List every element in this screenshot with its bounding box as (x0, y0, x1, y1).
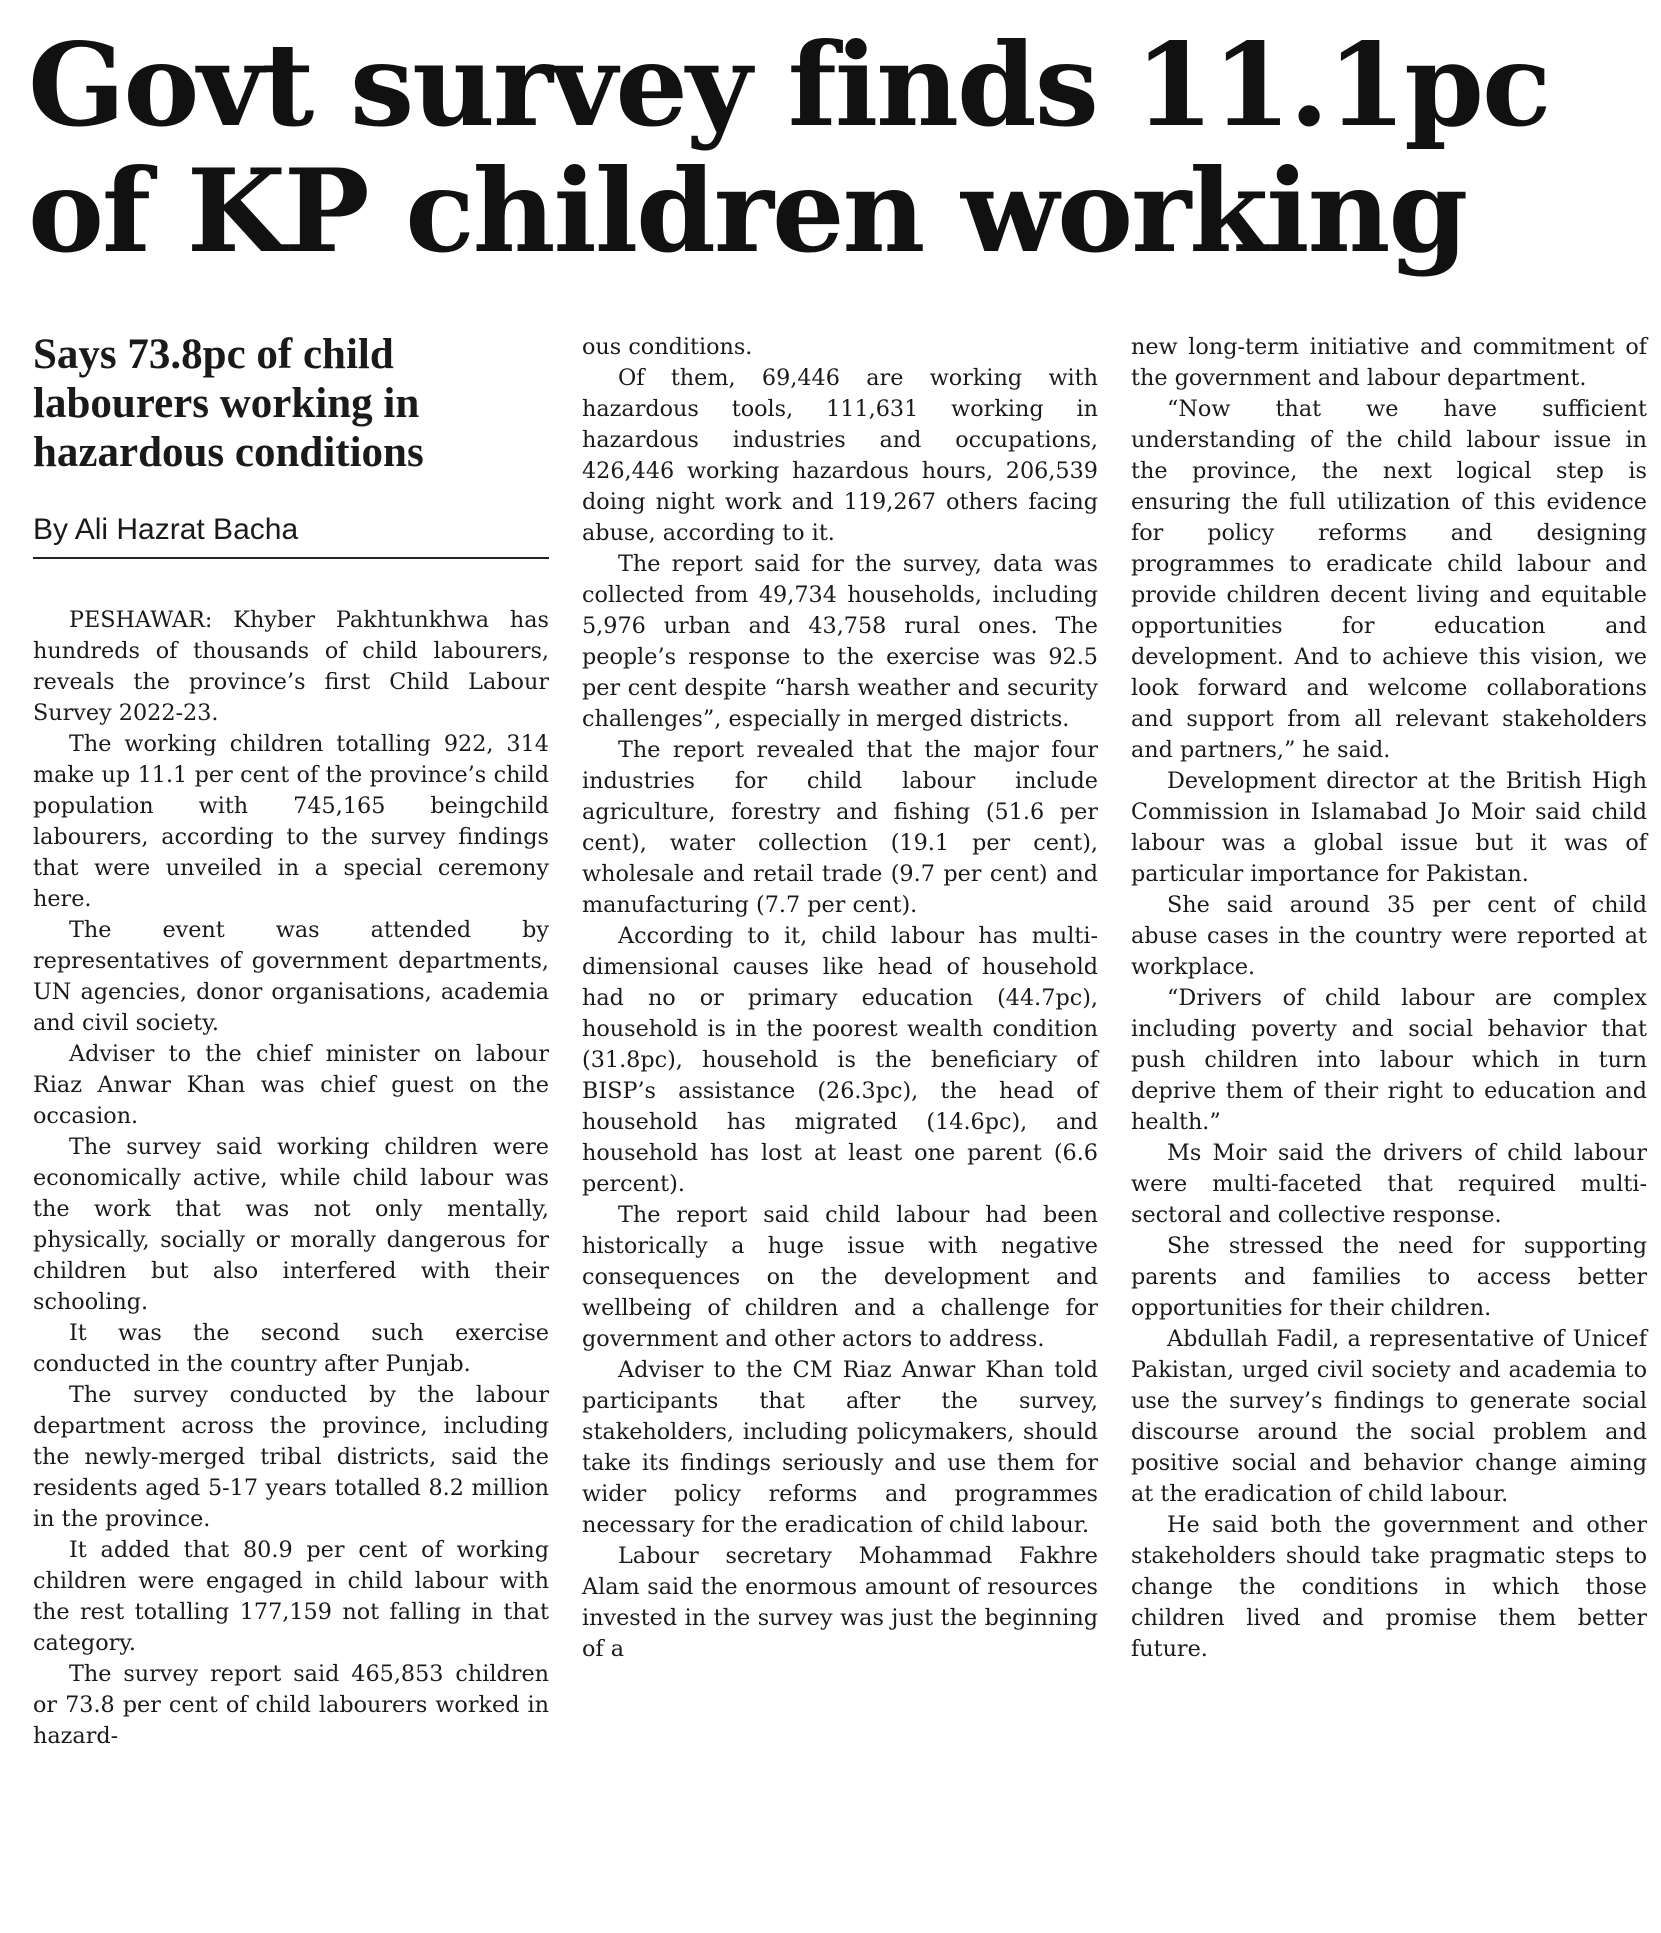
paragraph: The survey conducted by the labour department across the province, including the newly-merged tribal districts, said the residents aged 5-17 years totalled 8.2 million in the province. (33, 1382, 549, 1532)
article-column-2 (582, 332, 1098, 1665)
byline: By Ali Hazrat Bacha (33, 513, 299, 546)
article-column-3 (1131, 332, 1647, 1665)
byline-divider (33, 557, 549, 559)
article-column-1 (33, 605, 549, 1752)
paragraph-continued: ous conditions. (582, 334, 753, 360)
paragraph: Adviser to the CM Riaz Anwar Khan told participants that after the survey, stakeholders, including policymakers, should take its findings seriously and use them for wider policy reforms and programmes necessary for the eradication of child labour. (582, 1357, 1098, 1538)
paragraph: She stressed the need for supporting parents and families to access better opportunities for their children. (1131, 1233, 1647, 1321)
paragraph: Abdullah Fadil, a representative of Unicef Pakistan, urged civil society and academia to use the survey’s findings to generate social discourse around the social problem and positive social and behavior change aiming at the eradication of child labour. (1131, 1326, 1647, 1507)
paragraph: Ms Moir said the drivers of child labour were multi-faceted that required multi-sectoral and collective response. (1131, 1140, 1647, 1228)
paragraph: “Now that we have sufficient understanding of the child labour issue in the province, the next logical step is ensuring the full utilization of this evidence for policy reforms and designing programmes to eradicate child labour and provide children decent living and equitable opportunities for education and development. And to achieve this vision, we look forward and welcome collaborations and support from all relevant stakeholders and partners,” he said. (1131, 396, 1647, 763)
paragraph: Labour secretary Mohammad Fakhre Alam said the enormous amount of resources invested in the survey was just the beginning of a (582, 1543, 1098, 1662)
paragraph: According to it, child labour has multi-dimensional causes like head of household had no or primary education (44.7pc), household is in the poorest wealth condition (31.8pc), household is the beneficiary of BISP’s assistance (26.3pc), the head of household has migrated (14.6pc), and household has lost at least one parent (6.6 percent). (582, 923, 1098, 1197)
paragraph: “Drivers of child labour are complex including poverty and social behavior that push children into labour which in turn deprive them of their right to education and health.” (1131, 985, 1647, 1135)
paragraph: The report said for the survey, data was collected from 49,734 households, including 5,976 urban and 43,758 rural ones. The people’s response to the exercise was 92.5 per cent despite “harsh weather and security challenges”, especially in merged districts. (582, 551, 1098, 732)
headline: Govt survey finds 11.1pc of KP children working (28, 18, 1550, 278)
paragraph: Of them, 69,446 are working with hazardous tools, 111,631 working in hazardous industries and occupations, 426,446 working hazardous hours, 206,539 doing night work and 119,267 others facing abuse, according to it. (582, 365, 1098, 546)
paragraph: The report revealed that the major four industries for child labour include agriculture, forestry and fishing (51.6 per cent), water collection (19.1 per cent), wholesale and retail trade (9.7 per cent) and manufacturing (7.7 per cent). (582, 737, 1098, 918)
paragraph: She said around 35 per cent of child abuse cases in the country were reported at workplace. (1131, 892, 1647, 980)
paragraph: It added that 80.9 per cent of working children were engaged in child labour with the rest totalling 177,159 not falling in that category. (33, 1537, 549, 1656)
paragraph: Development director at the British High Commission in Islamabad Jo Moir said child labour was a global issue but it was of particular importance for Pakistan. (1131, 768, 1647, 887)
paragraph: It was the second such exercise conducted in the country after Punjab. (33, 1320, 549, 1377)
paragraph-continued: new long-term initiative and commitment of the government and labour department. (1131, 334, 1647, 391)
subheadline: Says 73.8pc of child labourers working in hazardous conditions (33, 331, 424, 476)
paragraph: The survey said working children were economically active, while child labour was the work that was not only mentally, physically, socially or morally dangerous for children but also interfered with their schooling. (33, 1134, 549, 1315)
paragraph: PESHAWAR: Khyber Pakhtunkhwa has hundreds of thousands of child labourers, reveals the province’s first Child Labour Survey 2022-23. (33, 607, 549, 726)
paragraph: Adviser to the chief minister on labour Riaz Anwar Khan was chief guest on the occasion. (33, 1041, 549, 1129)
paragraph: The event was attended by representatives of government departments, UN agencies, donor organisations, academia and civil society. (33, 917, 549, 1036)
paragraph: The survey report said 465,853 children or 73.8 per cent of child labourers worked in hazard- (33, 1661, 549, 1749)
paragraph: The working children totalling 922, 314 make up 11.1 per cent of the province’s child population with 745,165 beingchild labourers, according to the survey findings that were unveiled in a special ceremony here. (33, 731, 549, 912)
paragraph: The report said child labour had been historically a huge issue with negative consequences on the development and wellbeing of children and a challenge for government and other actors to address. (582, 1202, 1098, 1352)
paragraph: He said both the government and other stakeholders should take pragmatic steps to change the conditions in which those children lived and promise them better future. (1131, 1512, 1647, 1662)
